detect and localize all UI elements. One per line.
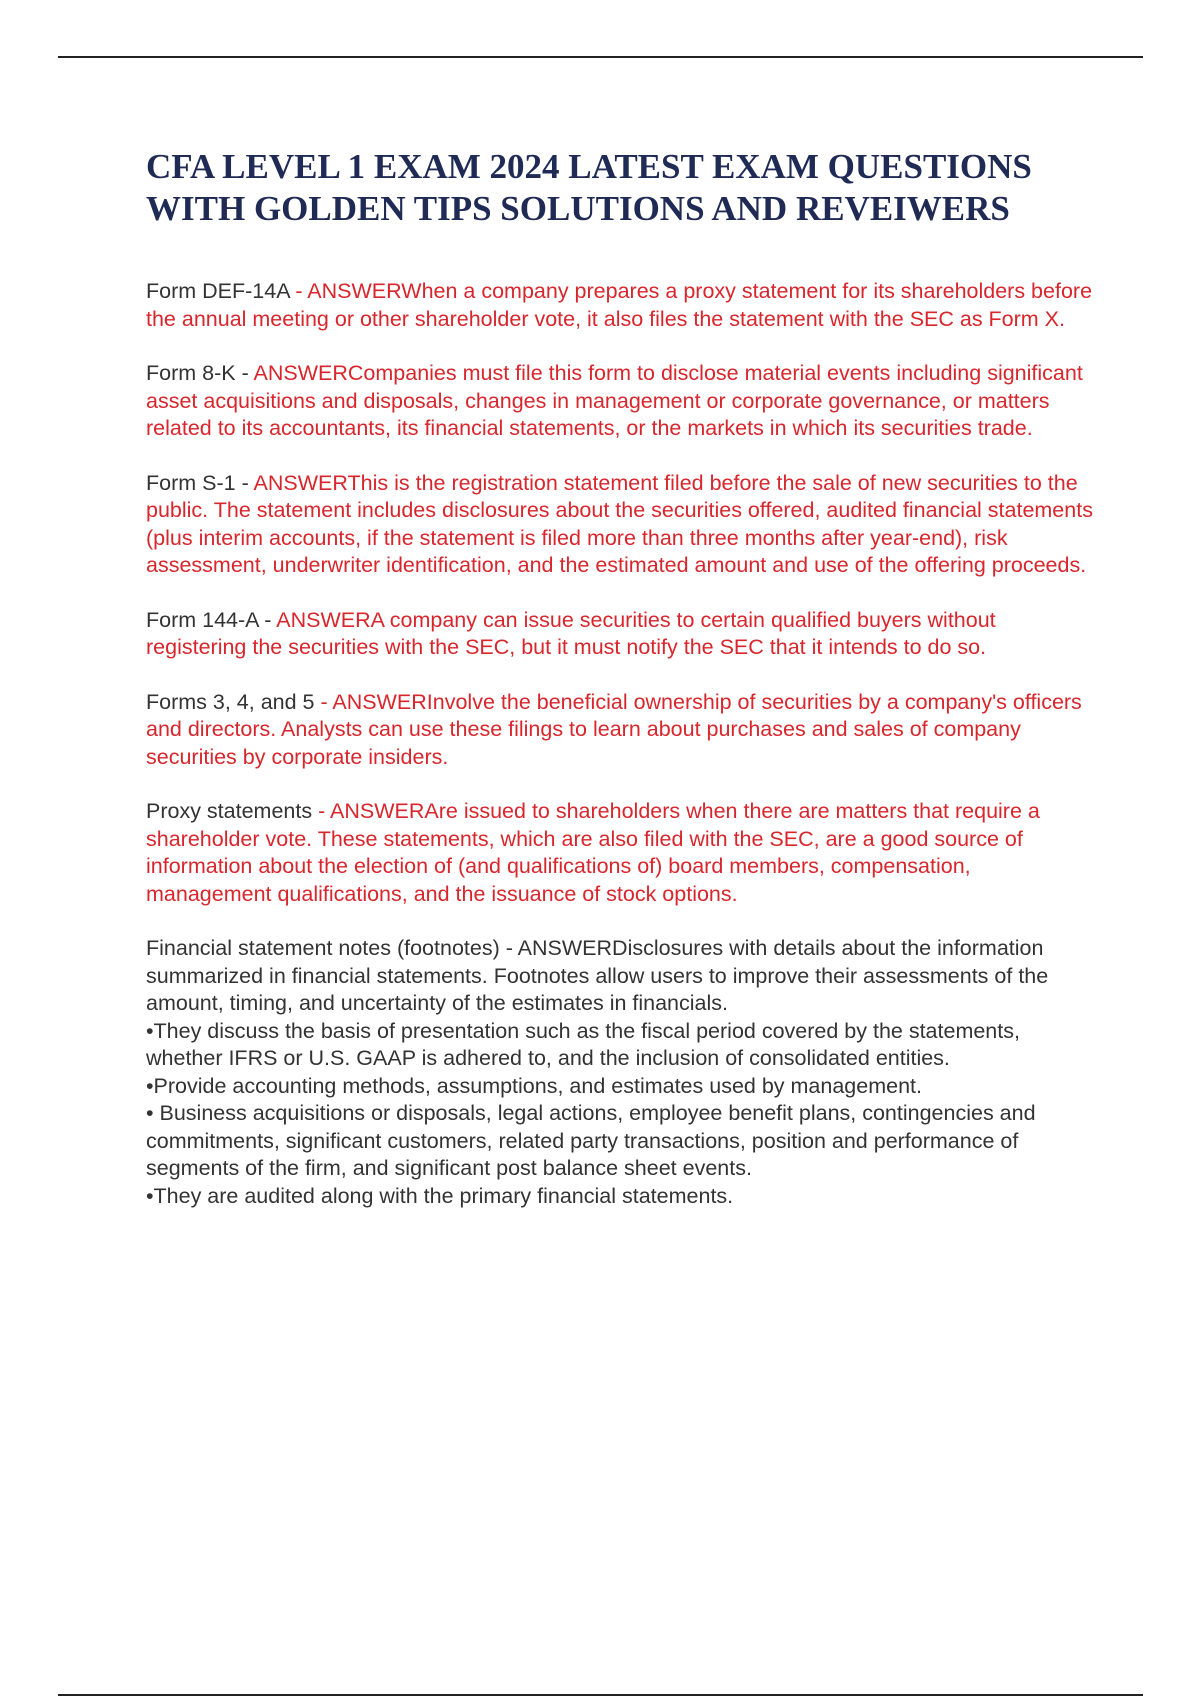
list-item: • Business acquisitions or disposals, legal actions, employee benefit plans, contingencies and commitments, significant customers, related party transactions, position and performance of segments of the firm, and significant post balance sheet events. [146,1101,1036,1180]
answer-label: ANSWER [253,361,348,385]
bottom-rule [58,1694,1143,1696]
entry-separator: - [258,607,277,632]
answer-label: ANSWER [253,470,348,495]
entry-form-s1 [146,470,1096,580]
document-body [146,146,1096,1237]
entry-form-144a [146,607,1096,662]
entry-answer: Are issued to shareholders when there are matters that require a shareholder vote. These statements, which are also filed with the SEC, are a good source of information about the election of (and qualifications of) board members, compensation, management qualifications, and the issuance of stock options. [146,799,1040,906]
answer-label: ANSWER [276,607,371,632]
entry-term: Form DEF-14A [146,279,290,303]
entry-answer: When a company prepares a proxy statement for its shareholders before the annual meeting or other shareholder vote, it also files the statement with the SEC as Form X. [146,279,1093,331]
list-item: •Provide accounting methods, assumptions, and estimates used by management. [146,1073,922,1098]
entry-form-def-14a [146,278,1096,333]
entry-proxy-statements [146,798,1096,908]
entry-form-8k [146,360,1096,443]
answer-label: ANSWER [332,689,427,714]
entry-answer: This is the registration statement filed before the sale of new securities to the public. The statement includes disclosures about the securities offered, audited financial statements (plus interim accounts, if the statement is filed more than three months after year-end), risk assessment, underwriter identification, and the estimated amount and use of the offering proceeds. [146,470,1093,577]
entry-answer: Involve the beneficial ownership of securities by a company's officers and directors. Analysts can use these filings to learn about purchases and sales of company securities by corporate insiders. [146,689,1082,769]
entry-answer: A company can issue securities to certain qualified buyers without registering the securities with the SEC, but it must notify the SEC that it intends to do so. [146,607,996,659]
top-rule [58,56,1143,58]
entry-term: Form 8-K [146,361,236,385]
entry-separator: - [235,470,254,495]
answer-label: ANSWER [517,936,613,960]
entry-term: Form S-1 [146,470,236,495]
entry-separator: - [312,799,331,823]
entry-separator: - [235,361,254,385]
entry-financial-statement-notes [146,935,1096,1210]
entry-term: Form 144-A [146,607,259,632]
entry-term: Forms 3, 4, and 5 [146,689,315,714]
list-item: •They are audited along with the primary financial statements. [146,1183,734,1208]
document-title: CFA LEVEL 1 EXAM 2024 LATEST EXAM QUESTIONS WITH GOLDEN TIPS SOLUTIONS AND REVEIWERS [146,147,1032,228]
entry-separator: - [289,279,308,303]
answer-label: ANSWER [330,799,425,823]
entry-term: Financial statement notes (footnotes) [146,936,500,960]
entry-forms-3-4-5 [146,689,1096,772]
entry-answer: Disclosures with details about the information summarized in financial statements. Footnotes allow users to improve their assessments of the amount, timing, and uncertainty of the estimates in financials. [146,936,1049,1015]
entry-separator: - [499,936,518,960]
entry-separator: - [314,689,333,714]
entry-term: Proxy statements [146,799,313,823]
answer-label: ANSWER [307,279,402,303]
list-item: •They discuss the basis of presentation such as the fiscal period covered by the statements, whether IFRS or U.S. GAAP is adhered to, and the inclusion of consolidated entities. [146,1018,1020,1070]
entry-answer: Companies must file this form to disclose material events including significant asset acquisitions and disposals, changes in management or corporate governance, or matters related to its accountants, its financial statements, or the markets in which its securities trade. [146,361,1083,440]
